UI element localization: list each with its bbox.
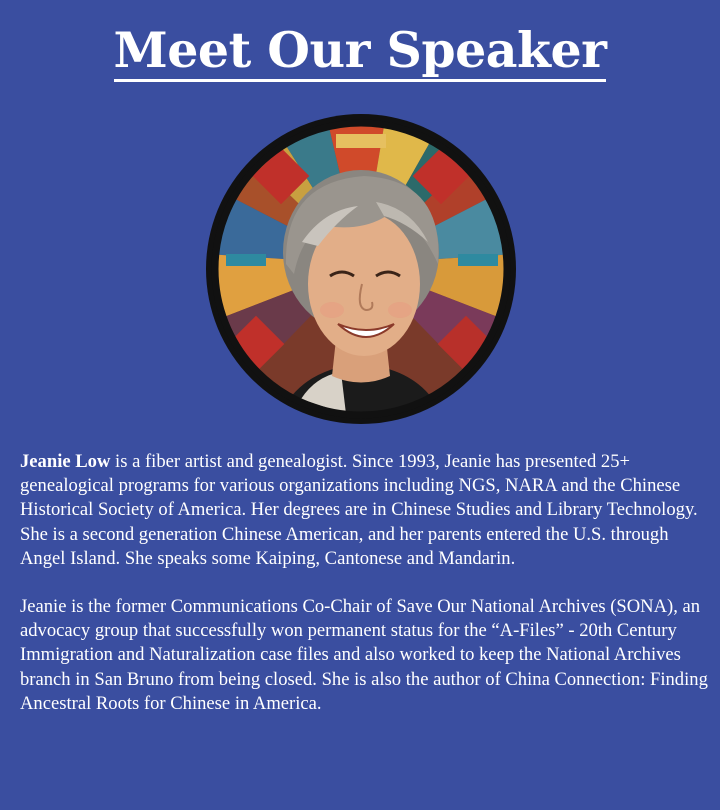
page-title-wrap <box>0 18 720 82</box>
page-title: Meet Our Speaker <box>114 21 607 82</box>
bio-paragraph-2: Jeanie is the former Communications Co-Chair of Save Our National Archives (SONA), an advocacy group that successfully won permanent status for the “A-Files” - 20th Century Immigration and Naturalization case files and also worked to keep the National Archives branch in San Bruno from being closed. She is also the author of China Connection: Finding Ancestral Roots for Chinese in America. <box>20 596 708 714</box>
bio-paragraph-1-text: is a fiber artist and genealogist. Since 1993, Jeanie has presented 25+ genealogical programs for various organizations including NGS, NARA and the Chinese Historical Society of America. Her degrees are in Chinese Studies and Library Technology. She is a second generation Chinese American, and her parents entered the U.S. through Angel Island. She speaks some Kaiping, Cantonese and Mandarin. <box>20 451 698 569</box>
speaker-bio <box>20 450 710 716</box>
speaker-name: Jeanie Low <box>20 451 111 472</box>
speaker-portrait <box>206 114 516 424</box>
bio-paragraph-1 <box>20 450 710 571</box>
